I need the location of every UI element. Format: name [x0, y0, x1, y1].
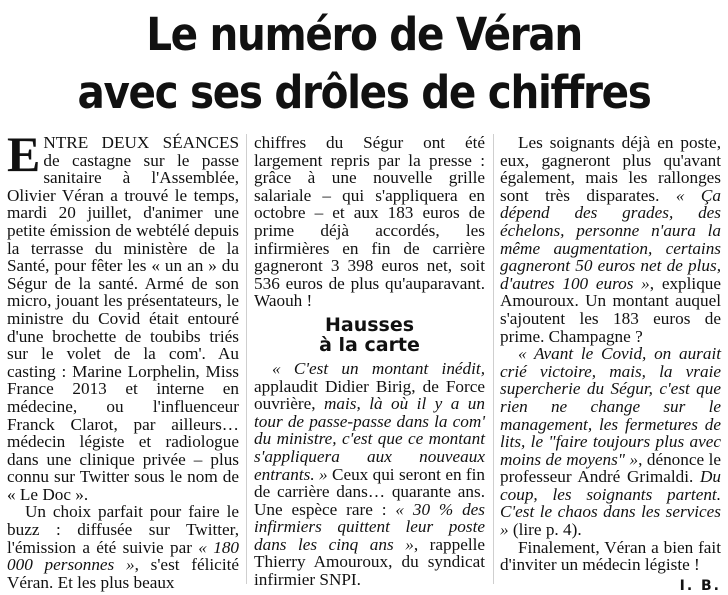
- paragraph-text: , dénonce le professeur André Grimaldi.: [500, 449, 721, 487]
- paragraph-text: applaudit Didier Birig, de Force ouvrière,: [254, 376, 485, 414]
- column-divider: [246, 134, 247, 584]
- paragraph-text: , s'est félicité Véran. Et les plus beaux: [7, 555, 239, 592]
- quote: « 180 000 personnes »: [7, 537, 239, 575]
- paragraph-text: Ceux qui seront en fin de carrière dans… quarante ans. Une espèce rare :: [254, 464, 486, 519]
- headline-line-1: Le numéro de Véran: [146, 8, 582, 61]
- paragraph: [7, 503, 239, 591]
- paragraph: [7, 126, 239, 504]
- paragraph-text: NTRE DEUX SÉANCES de castagne sur le passe sanitaire à l'Assemblée, Olivier Véran a trouvé le temps, mardi 20 juillet, d'animer une petite émission de webtélé depuis la terrasse du ministère de la Santé, pour fêter les « un an » du Ségur de la santé. Armé de son micro, jouant les présentateurs, le ministre du Covid était entouré d'une brochette de toubibs triés sur le volet de la com'. Au casting : Marine Lorphelin, Miss France 2013 et interne en médecine, ou l'influenceur Franck Clarot, par ailleurs… médecin légiste et radiologue dans une clinique privée – plus connu sur Twitter sous le nom de « Le Doc ».: [7, 133, 239, 504]
- quote: « Ça dépend des grades, des échelons, personne n'aura la même augmentation, certains gagneront 50 euros net de plus, d'autres 100 euros »: [500, 185, 721, 293]
- quote: mais, là où il y a un tour de passe-passe dans la com' du ministre, c'est que ce montant s'appliquera aux nouveaux entrants. »: [254, 394, 485, 484]
- paragraph: chiffres du Ségur ont été largement repris par la presse : grâce à une nouvelle grille salariale – qui s'appliquera en octobre – et aux 183 euros de prime déjà accordés, les infirmières en fin de carrière gagneront 3 398 euros net, soit 536 euros de plus qu'auparavant. Waouh !: [254, 133, 485, 311]
- paragraph-text: Les soignants déjà en poste, eux, gagneront plus qu'avant également, mais les rallonges sont très disparates.: [500, 133, 721, 205]
- paragraph: [254, 360, 485, 589]
- paragraph-text: (lire p. 4).: [508, 520, 582, 540]
- quote: « Avant le Covid, on aurait crié victoire, mais, la vraie supercherie du Ségur, c'est que rien ne change sur le management, les fermetures de lits, le "faire toujours plus avec moins de moyens" »: [500, 344, 721, 469]
- paragraph-text: , rappelle Thierry Amouroux, du syndicat infirmier SNPI.: [254, 534, 486, 590]
- quote: Du coup, les soignants partent. C'est le chaos dans les services »: [500, 467, 721, 540]
- subheading-line-1: Hausses: [324, 313, 415, 336]
- article-column-2: [254, 134, 485, 589]
- author-signature: I. B.: [679, 577, 721, 594]
- quote: « 30 % des infirmiers quittent leur poste dans les cinq ans »: [254, 499, 485, 554]
- quote: « C'est un montant inédit,: [272, 358, 485, 378]
- headline: [36, 6, 691, 122]
- paragraph: Finalement, Véran a bien fait d'inviter un médecin légiste !: [500, 537, 721, 575]
- drop-cap: E: [7, 126, 41, 182]
- headline-line-2: avec ses drôles de chiffres: [77, 66, 651, 119]
- paragraph: [500, 134, 721, 345]
- article-column-1: [7, 126, 239, 592]
- subheading: [254, 315, 485, 355]
- paragraph-text: Un choix parfait pour faire le buzz : diffusée sur Twitter, l'émission a été suivie par: [7, 502, 239, 557]
- subheading-line-2: à la carte: [319, 333, 420, 356]
- column-divider: [493, 134, 494, 584]
- paragraph-text: , explique Amouroux. Un montant auquel s'ajoutent les 183 euros de prime. Champagne ?: [500, 273, 722, 346]
- paragraph: [500, 345, 721, 539]
- article-column-3: [500, 134, 721, 595]
